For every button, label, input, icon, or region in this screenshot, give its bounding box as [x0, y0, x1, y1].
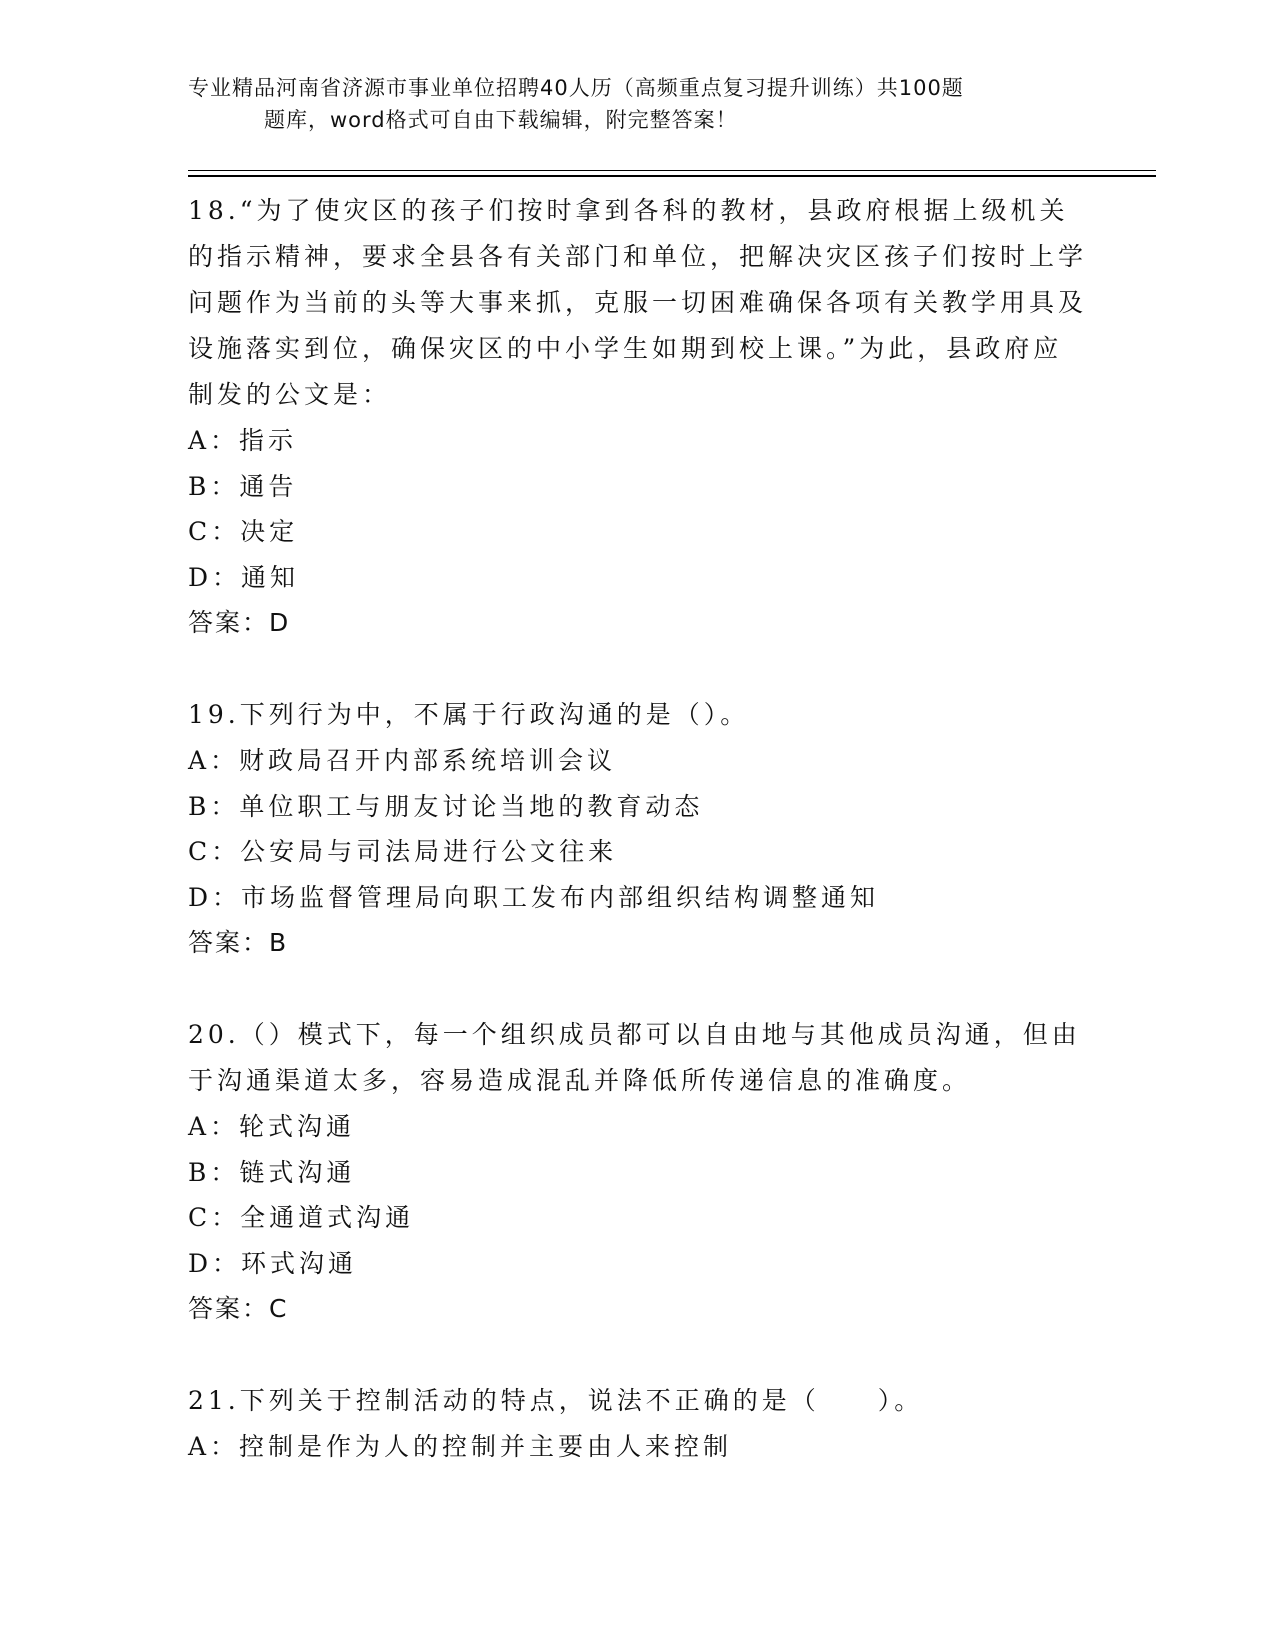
option-a: A：控制是作为人的控制并主要由人来控制	[188, 1432, 733, 1461]
option-c: C：全通道式沟通	[188, 1203, 415, 1232]
option-c: C：公安局与司法局进行公文往来	[188, 837, 618, 866]
document-header	[188, 72, 1088, 136]
answer-line: 答案：D	[188, 608, 291, 637]
question-stem: 19.下列行为中，不属于行政沟通的是（）。	[188, 700, 750, 729]
option-d: D：市场监督管理局向职工发布内部组织结构调整通知	[188, 882, 880, 912]
answer-line: 答案：C	[188, 1294, 289, 1323]
question-stem: 21.下列关于控制活动的特点，说法不正确的是（ ）。	[188, 1386, 924, 1415]
header-divider-thin	[188, 170, 1156, 171]
question-stem: 20.（）模式下，每一个组织成员都可以自由地与其他成员沟通，但由于沟通渠道太多，容易造成混乱并降低所传递信息的准确度。	[188, 1020, 1081, 1095]
question-21	[188, 1378, 1088, 1470]
question-20	[188, 1012, 1088, 1332]
answer-line: 答案：B	[188, 928, 289, 957]
header-title-line2: 题库，word格式可自由下载编辑，附完整答案！	[264, 108, 738, 132]
header-divider-thick	[188, 175, 1156, 177]
option-b: B：通告	[188, 471, 298, 501]
option-d: D：通知	[188, 562, 300, 592]
option-d: D：环式沟通	[188, 1248, 358, 1278]
option-a: A：指示	[188, 426, 298, 455]
header-title-line1: 专业精品河南省济源市事业单位招聘40人历（高频重点复习提升训练）共100题	[188, 76, 964, 100]
question-list	[188, 188, 1088, 1470]
question-18	[188, 188, 1088, 646]
option-a: A：财政局召开内部系统培训会议	[188, 746, 617, 775]
question-stem: 18.“为了使灾区的孩子们按时拿到各科的教材，县政府根据上级机关的指示精神，要求全县各有关部门和单位，把解决灾区孩子们按时上学问题作为当前的头等大事来抓，克服一切困难确保各项有关教学用具及设施落实到位，确保灾区的中小学生如期到校上课。”为此，县政府应制发的公文是：	[188, 196, 1088, 409]
option-c: C：决定	[188, 517, 299, 546]
option-a: A：轮式沟通	[188, 1112, 356, 1141]
option-b: B：单位职工与朋友讨论当地的教育动态	[188, 791, 704, 821]
option-b: B：链式沟通	[188, 1157, 356, 1187]
question-19	[188, 692, 1088, 966]
